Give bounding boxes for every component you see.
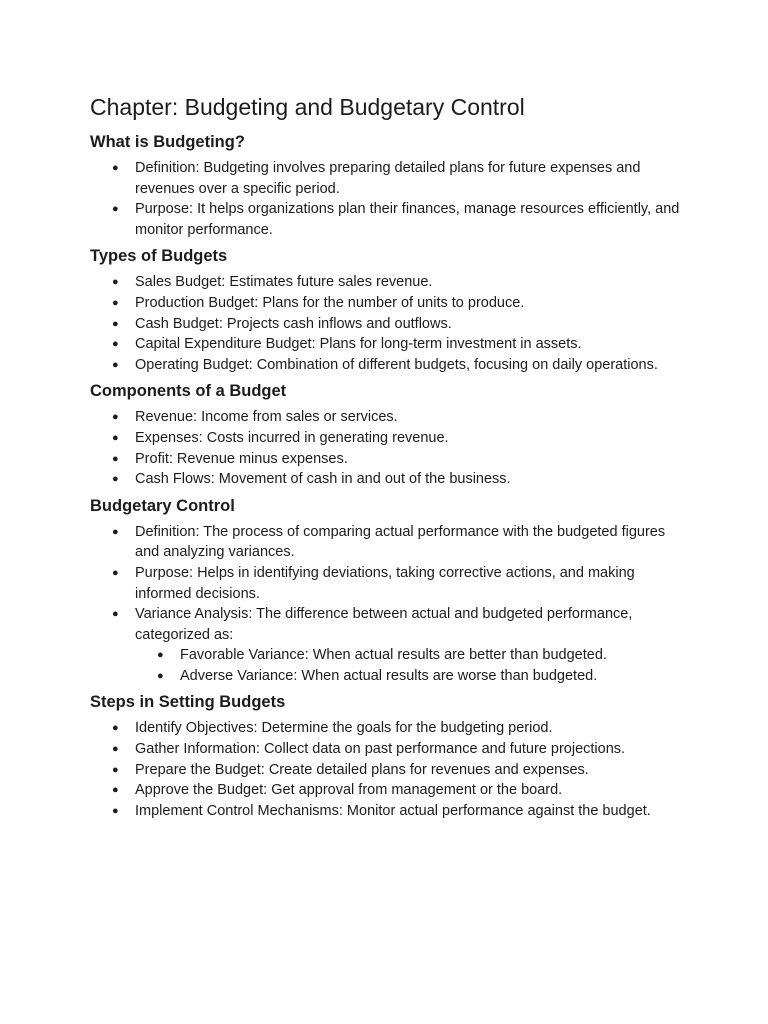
list-item: ● Expenses: Costs incurred in generating revenue. [135, 428, 688, 449]
what-is-budgeting-list [90, 158, 688, 240]
bullet-icon: ● [112, 296, 119, 309]
components-list [90, 407, 688, 489]
bullet-icon: ● [112, 525, 119, 538]
types-of-budgets-list [90, 272, 688, 375]
list-item: ● Production Budget: Plans for the number of units to produce. [135, 293, 688, 314]
list-item: ● Cash Flows: Movement of cash in and out of the business. [135, 469, 688, 490]
bullet-icon: ● [157, 669, 164, 682]
list-item: ● Implement Control Mechanisms: Monitor actual performance against the budget. [135, 801, 688, 822]
bullet-icon: ● [112, 566, 119, 579]
sub-list-item: ● Favorable Variance: When actual results are better than budgeted. [180, 645, 688, 666]
list-item: ● Identify Objectives: Determine the goals for the budgeting period. [135, 718, 688, 739]
list-item: ● Profit: Revenue minus expenses. [135, 449, 688, 470]
bullet-icon: ● [112, 452, 119, 465]
section-heading-budgetary-control: Budgetary Control [90, 496, 235, 515]
bullet-icon: ● [112, 411, 119, 424]
list-item: ● Variance Analysis: The difference between actual and budgeted performance, categorized as: ● Favorable Variance: When actual results are better than budgeted. ● Adverse Variance: When actual results are worse than budgeted. [135, 604, 688, 686]
list-item: ● Operating Budget: Combination of different budgets, focusing on daily operations. [135, 355, 688, 376]
bullet-icon: ● [112, 722, 119, 735]
list-item: ● Prepare the Budget: Create detailed plans for revenues and expenses. [135, 760, 688, 781]
section-heading-components: Components of a Budget [90, 382, 287, 401]
list-item: ● Definition: The process of comparing actual performance with the budgeted figures and analyzing variances. [112, 523, 666, 561]
section-heading-types-of-budgets: Types of Budgets [90, 247, 228, 266]
chapter-title: Chapter: Budgeting and Budgetary Control [90, 94, 525, 120]
bullet-icon: ● [112, 276, 119, 289]
bullet-icon: ● [157, 649, 164, 662]
bullet-icon: ● [112, 431, 119, 444]
list-item: ● Approve the Budget: Get approval from management or the board. [135, 780, 688, 801]
bullet-icon: ● [112, 763, 119, 776]
steps-list [90, 718, 688, 821]
bullet-icon: ● [112, 804, 119, 817]
list-item: ● Cash Budget: Projects cash inflows and outflows. [135, 314, 688, 335]
bullet-icon: ● [112, 784, 119, 797]
list-item: ● Purpose: Helps in identifying deviations, taking corrective actions, and making informed decisions. [112, 564, 635, 602]
bullet-icon: ● [112, 358, 119, 371]
list-item: ● Capital Expenditure Budget: Plans for long-term investment in assets. [135, 334, 688, 355]
list-item: ● Purpose: It helps organizations plan their finances, manage resources efficiently, and monitor performance. [112, 201, 680, 238]
list-item: ● Sales Budget: Estimates future sales revenue. [135, 272, 688, 293]
list-item: ● Revenue: Income from sales or services. [135, 407, 688, 428]
bullet-icon: ● [112, 743, 119, 756]
bullet-icon: ● [112, 338, 119, 351]
list-item: ● Gather Information: Collect data on past performance and future projections. [135, 739, 688, 760]
list-item: ● Definition: Budgeting involves preparing detailed plans for future expenses and revenues over a specific period. [112, 160, 641, 197]
bullet-icon: ● [112, 473, 119, 486]
bullet-icon: ● [112, 608, 119, 621]
sub-list-item: ● Adverse Variance: When actual results are worse than budgeted. [180, 666, 688, 687]
variance-sublist [135, 645, 688, 686]
section-heading-steps: Steps in Setting Budgets [90, 693, 286, 712]
bullet-icon: ● [112, 162, 119, 174]
section-heading-what-is-budgeting: What is Budgeting? [90, 133, 245, 151]
bullet-icon: ● [112, 203, 119, 216]
bullet-icon: ● [112, 317, 119, 330]
budgetary-control-list [90, 522, 688, 687]
